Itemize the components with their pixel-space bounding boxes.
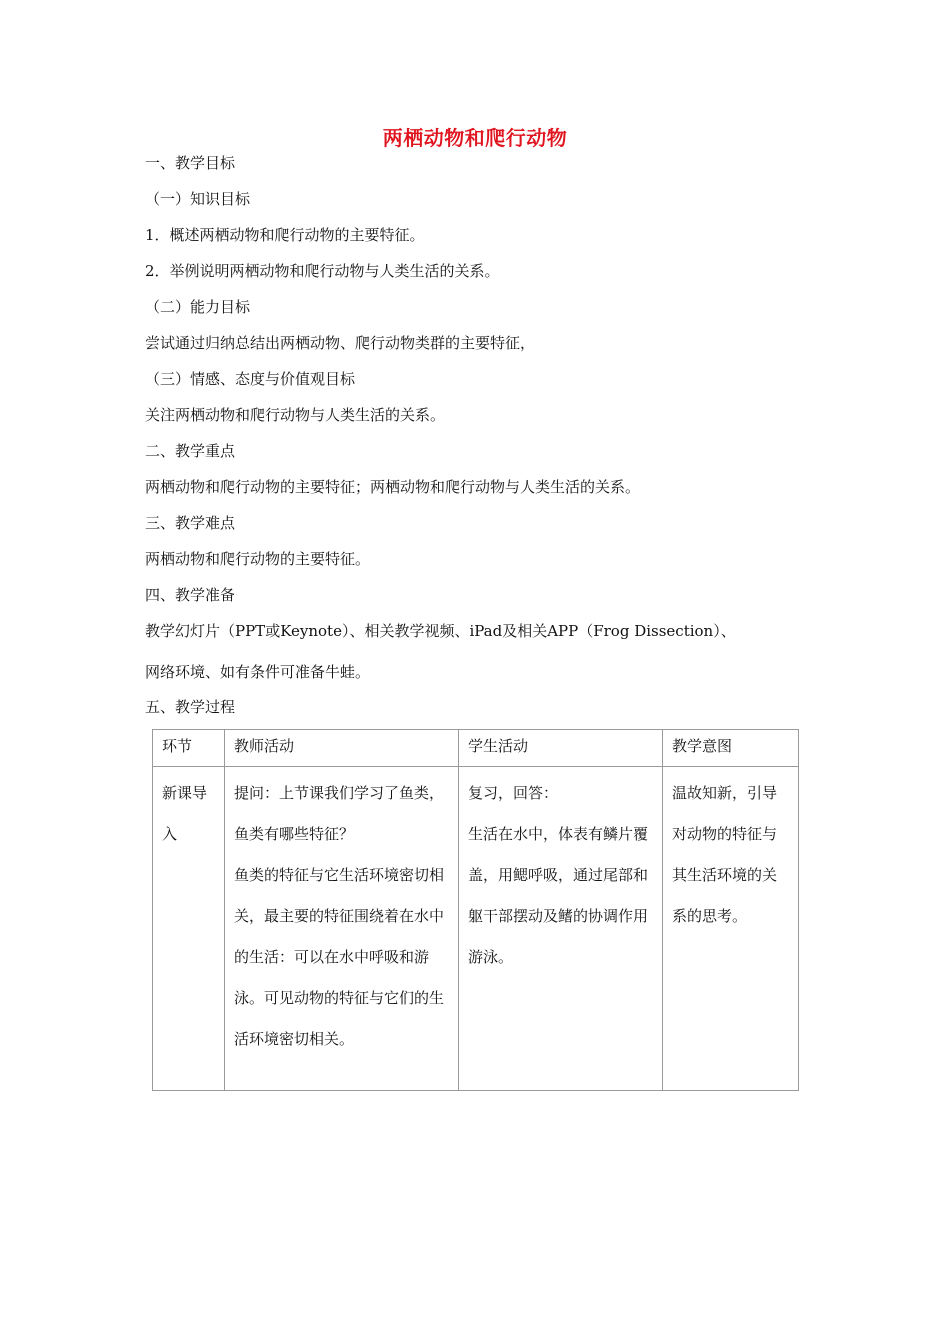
ability-text: 尝试通过归纳总结出两栖动物、爬行动物类群的主要特征， xyxy=(145,334,536,352)
preparation-text-line-1: 教学幻灯片（PPT或Keynote）、相关教学视频、iPad及相关APP（Frog Dissection）、 xyxy=(145,622,736,640)
header-student-label: 学生活动 xyxy=(468,737,529,755)
attitude-text: 关注两栖动物和爬行动物与人类生活的关系。 xyxy=(145,406,446,424)
table-row xyxy=(153,767,799,1091)
lesson-process-table xyxy=(152,729,799,1091)
section-heading-process: 五、教学过程 xyxy=(145,698,236,716)
student-review: 复习，回答： xyxy=(468,784,559,802)
student-answer: 生活在水中，体表有鳞片覆盖，用鳃呼吸，通过尾部和躯干部摆动及鳍的协调作用游泳。 xyxy=(468,825,649,966)
difficulties-text: 两栖动物和爬行动物的主要特征。 xyxy=(145,550,371,568)
intent-text: 温故知新，引导对动物的特征与其生活环境的关系的思考。 xyxy=(672,784,778,925)
section-heading-difficulties: 三、教学难点 xyxy=(145,514,236,532)
header-cell-stage xyxy=(153,730,225,767)
cell-stage xyxy=(153,767,225,1091)
cell-student-activity xyxy=(459,767,663,1091)
header-cell-teacher xyxy=(225,730,459,767)
teacher-explanation: 鱼类的特征与它生活环境密切相关，最主要的特征围绕着在水中的生活：可以在水中呼吸和游泳。可见动物的特征与它们的生活环境密切相关。 xyxy=(234,866,445,1048)
table-header-row xyxy=(153,730,799,767)
cell-intent xyxy=(663,767,799,1091)
stage-text: 新课导入 xyxy=(162,784,208,843)
header-stage-label: 环节 xyxy=(162,737,193,755)
preparation-text-line-2: 网络环境、如有条件可准备牛蛙。 xyxy=(145,663,371,681)
teacher-activity xyxy=(225,767,458,1060)
subheading-attitude: （三）情感、态度与价值观目标 xyxy=(145,370,356,388)
teacher-question: 提问：上节课我们学习了鱼类，鱼类有哪些特征？ xyxy=(234,784,445,843)
header-cell-student xyxy=(459,730,663,767)
subheading-ability: （二）能力目标 xyxy=(145,298,251,316)
page-title: 两栖动物和爬行动物 xyxy=(382,126,568,150)
header-intent-label: 教学意图 xyxy=(672,737,733,755)
section-heading-key-points: 二、教学重点 xyxy=(145,442,236,460)
key-points-text: 两栖动物和爬行动物的主要特征；两栖动物和爬行动物与人类生活的关系。 xyxy=(145,478,641,496)
student-activity xyxy=(459,767,662,978)
header-cell-intent xyxy=(663,730,799,767)
section-heading-preparation: 四、教学准备 xyxy=(145,586,236,604)
cell-teacher-activity xyxy=(225,767,459,1091)
section-heading-objectives: 一、教学目标 xyxy=(145,154,236,172)
header-teacher-label: 教师活动 xyxy=(234,737,295,755)
subheading-knowledge: （一）知识目标 xyxy=(145,190,251,208)
knowledge-item-2: 2．举例说明两栖动物和爬行动物与人类生活的关系。 xyxy=(145,262,500,280)
knowledge-item-1: 1．概述两栖动物和爬行动物的主要特征。 xyxy=(145,226,425,244)
